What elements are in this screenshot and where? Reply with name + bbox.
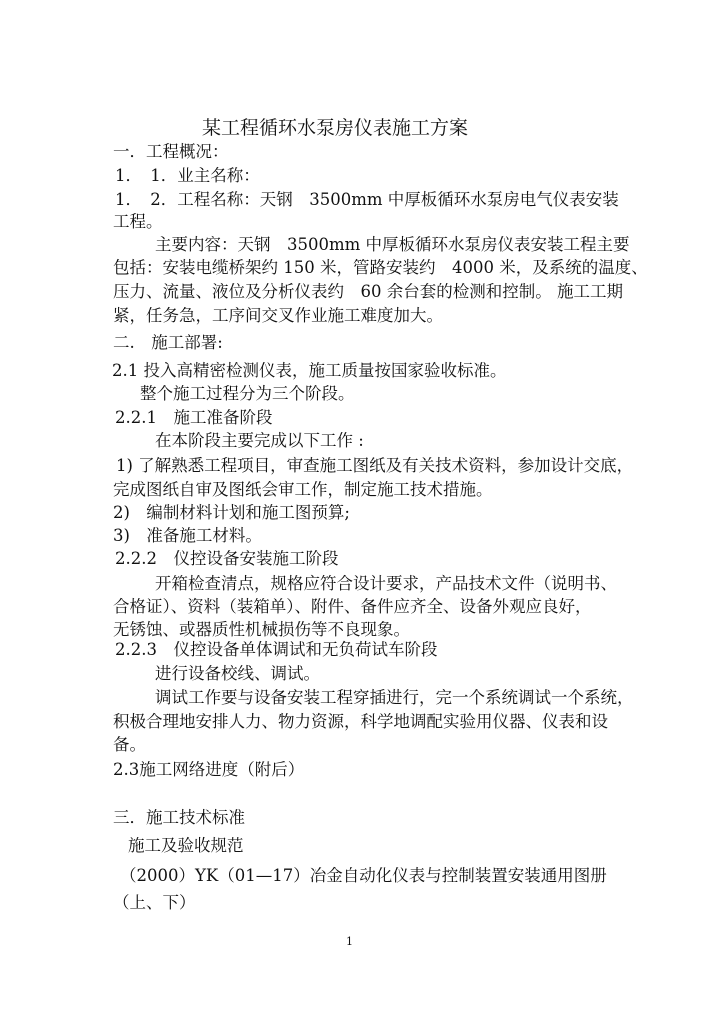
paragraph-line: 积极合理地安排人力、物力资源，科学地调配实验用仪器、仪表和设: [113, 712, 608, 731]
list-item: 2) 编制材料计划和施工图预算;: [113, 503, 350, 522]
paragraph-line: 无锈蚀、或器质性机械损伤等不良现象。: [113, 620, 410, 639]
subsection-heading: 2.3施工网络进度（附后）: [113, 760, 305, 779]
list-item: 3) 准备施工材料。: [113, 526, 262, 545]
page-number: 1: [346, 935, 353, 948]
paragraph-line: 2.1 投入高精密检测仪表，施工质量按国家验收标准。: [112, 361, 507, 380]
section-heading: 二. 施工部署:: [113, 333, 223, 352]
subsection-heading: 2.2.2 仪控设备安装施工阶段: [115, 549, 339, 568]
paragraph-line: 主要内容：天钢 3500mm 中厚板循环水泵房仪表安装工程主要: [155, 235, 630, 254]
paragraph-line: 开箱检查清点，规格应符合设计要求，产品技术文件（说明书、: [155, 574, 617, 593]
paragraph-line: 进行设备校线、调试。: [155, 664, 320, 683]
paragraph-line: 包括：安装电缆桥架约 150 米，管路安装约 4000 米，及系统的温度、: [113, 258, 648, 277]
section-heading: 一．工程概况：: [113, 142, 229, 161]
document-title: 某工程循环水泵房仪表施工方案: [202, 117, 469, 139]
paragraph-line: 1． 2．工程名称：天钢 3500mm 中厚板循环水泵房电气仪表安装: [115, 190, 619, 209]
paragraph-line: 施工及验收规范: [128, 836, 244, 855]
subsection-heading: 2.2.1 施工准备阶段: [115, 408, 273, 427]
paragraph-line: 完成图纸自审及图纸会审工作，制定施工技术措施。: [113, 480, 493, 499]
paragraph-line: 备。: [113, 735, 146, 754]
subsection-heading: 2.2.3 仪控设备单体调试和无负荷试车阶段: [115, 640, 438, 659]
paragraph-line: （2000）YK（01—17）冶金自动化仪表与控制装置安装通用图册: [120, 866, 607, 885]
paragraph-line: 工程。: [113, 212, 163, 231]
paragraph-line: 1． 1．业主名称：: [115, 166, 260, 185]
paragraph-line: 压力、流量、液位及分析仪表约 60 余台套的检测和控制。 施工工期: [113, 282, 623, 301]
paragraph-line: （上、下）: [113, 893, 196, 912]
paragraph-line: 调试工作要与设备安装工程穿插进行，完一个系统调试一个系统，: [155, 688, 634, 707]
paragraph-line: 合格证）、资料（装箱单）、附件、备件应齐全、设备外观应良好，: [113, 597, 592, 616]
list-item: 1) 了解熟悉工程项目，审查施工图纸及有关技术资料，参加设计交底，: [116, 456, 634, 475]
paragraph-line: 在本阶段主要完成以下工作 :: [155, 431, 364, 450]
section-heading: 三．施工技术标准: [113, 808, 245, 827]
paragraph-line: 整个施工过程分为三个阶段。: [140, 384, 355, 403]
paragraph-line: 紧，任务急，工序间交叉作业施工难度加大。: [113, 306, 443, 325]
